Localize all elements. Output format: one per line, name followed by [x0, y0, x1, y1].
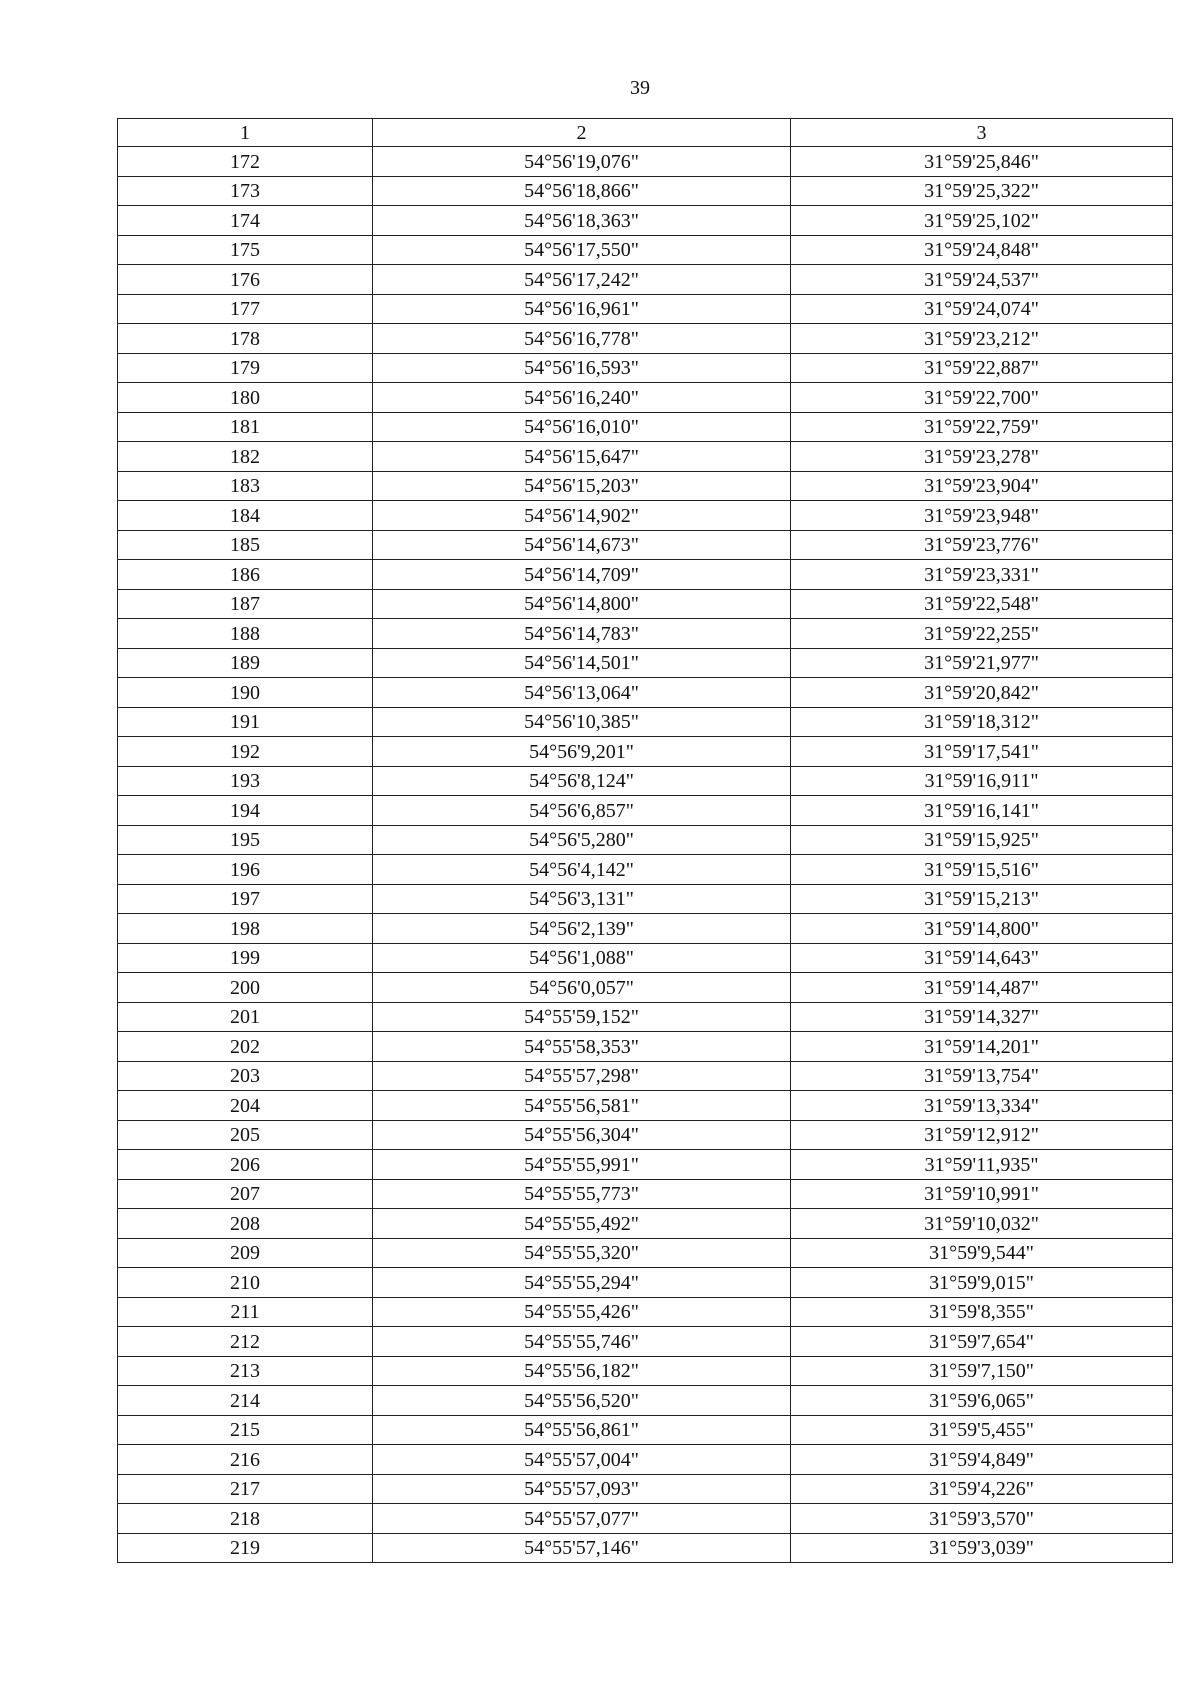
point-number-cell: 205	[118, 1120, 373, 1150]
longitude-cell: 31°59'9,544"	[791, 1238, 1173, 1268]
column-header-latitude: 2	[373, 119, 791, 147]
latitude-cell: 54°55'55,294"	[373, 1268, 791, 1298]
table-row	[118, 1474, 1173, 1504]
longitude-cell: 31°59'3,570"	[791, 1504, 1173, 1534]
table-row	[118, 619, 1173, 649]
point-number-cell: 217	[118, 1474, 373, 1504]
latitude-cell: 54°56'14,800"	[373, 589, 791, 619]
longitude-cell: 31°59'7,150"	[791, 1356, 1173, 1386]
latitude-cell: 54°56'17,242"	[373, 265, 791, 295]
longitude-cell: 31°59'9,015"	[791, 1268, 1173, 1298]
latitude-cell: 54°56'18,363"	[373, 206, 791, 236]
latitude-cell: 54°56'16,240"	[373, 383, 791, 413]
page-number: 39	[630, 77, 650, 99]
table-row	[118, 1120, 1173, 1150]
longitude-cell: 31°59'22,700"	[791, 383, 1173, 413]
longitude-cell: 31°59'22,887"	[791, 353, 1173, 383]
point-number-cell: 197	[118, 884, 373, 914]
table-body	[118, 147, 1173, 1563]
point-number-cell: 206	[118, 1150, 373, 1180]
longitude-cell: 31°59'11,935"	[791, 1150, 1173, 1180]
latitude-cell: 54°56'5,280"	[373, 825, 791, 855]
table-row	[118, 353, 1173, 383]
point-number-cell: 174	[118, 206, 373, 236]
table-row	[118, 1091, 1173, 1121]
table-row	[118, 442, 1173, 472]
table-row	[118, 1386, 1173, 1416]
latitude-cell: 54°55'55,746"	[373, 1327, 791, 1357]
table-row	[118, 1150, 1173, 1180]
point-number-cell: 193	[118, 766, 373, 796]
latitude-cell: 54°56'15,203"	[373, 471, 791, 501]
point-number-cell: 198	[118, 914, 373, 944]
longitude-cell: 31°59'23,904"	[791, 471, 1173, 501]
longitude-cell: 31°59'23,278"	[791, 442, 1173, 472]
latitude-cell: 54°56'9,201"	[373, 737, 791, 767]
longitude-cell: 31°59'7,654"	[791, 1327, 1173, 1357]
point-number-cell: 187	[118, 589, 373, 619]
point-number-cell: 181	[118, 412, 373, 442]
table-row	[118, 1445, 1173, 1475]
table-row	[118, 1002, 1173, 1032]
latitude-cell: 54°55'56,581"	[373, 1091, 791, 1121]
table-row	[118, 648, 1173, 678]
point-number-cell: 196	[118, 855, 373, 885]
point-number-cell: 210	[118, 1268, 373, 1298]
longitude-cell: 31°59'15,516"	[791, 855, 1173, 885]
latitude-cell: 54°56'18,866"	[373, 176, 791, 206]
point-number-cell: 188	[118, 619, 373, 649]
latitude-cell: 54°55'55,773"	[373, 1179, 791, 1209]
longitude-cell: 31°59'20,842"	[791, 678, 1173, 708]
point-number-cell: 194	[118, 796, 373, 826]
latitude-cell: 54°56'4,142"	[373, 855, 791, 885]
table-row	[118, 176, 1173, 206]
table-row	[118, 1209, 1173, 1239]
longitude-cell: 31°59'15,925"	[791, 825, 1173, 855]
table-row	[118, 235, 1173, 265]
table-row	[118, 825, 1173, 855]
point-number-cell: 203	[118, 1061, 373, 1091]
longitude-cell: 31°59'17,541"	[791, 737, 1173, 767]
longitude-cell: 31°59'14,201"	[791, 1032, 1173, 1062]
latitude-cell: 54°56'16,961"	[373, 294, 791, 324]
point-number-cell: 213	[118, 1356, 373, 1386]
latitude-cell: 54°56'13,064"	[373, 678, 791, 708]
table-row	[118, 1327, 1173, 1357]
latitude-cell: 54°56'16,593"	[373, 353, 791, 383]
point-number-cell: 216	[118, 1445, 373, 1475]
longitude-cell: 31°59'22,548"	[791, 589, 1173, 619]
latitude-cell: 54°56'14,783"	[373, 619, 791, 649]
latitude-cell: 54°55'59,152"	[373, 1002, 791, 1032]
table-row	[118, 796, 1173, 826]
longitude-cell: 31°59'24,848"	[791, 235, 1173, 265]
table-row	[118, 324, 1173, 354]
table-row	[118, 1297, 1173, 1327]
longitude-cell: 31°59'13,334"	[791, 1091, 1173, 1121]
table-row	[118, 1504, 1173, 1534]
point-number-cell: 172	[118, 147, 373, 177]
latitude-cell: 54°56'17,550"	[373, 235, 791, 265]
point-number-cell: 215	[118, 1415, 373, 1445]
longitude-cell: 31°59'14,800"	[791, 914, 1173, 944]
table-row	[118, 737, 1173, 767]
point-number-cell: 177	[118, 294, 373, 324]
latitude-cell: 54°56'8,124"	[373, 766, 791, 796]
point-number-cell: 211	[118, 1297, 373, 1327]
latitude-cell: 54°56'16,778"	[373, 324, 791, 354]
header-row	[118, 119, 1173, 147]
table-row	[118, 678, 1173, 708]
point-number-cell: 214	[118, 1386, 373, 1416]
latitude-cell: 54°55'56,520"	[373, 1386, 791, 1416]
latitude-cell: 54°56'14,902"	[373, 501, 791, 531]
latitude-cell: 54°56'19,076"	[373, 147, 791, 177]
longitude-cell: 31°59'24,074"	[791, 294, 1173, 324]
latitude-cell: 54°56'3,131"	[373, 884, 791, 914]
longitude-cell: 31°59'18,312"	[791, 707, 1173, 737]
longitude-cell: 31°59'23,212"	[791, 324, 1173, 354]
point-number-cell: 182	[118, 442, 373, 472]
point-number-cell: 184	[118, 501, 373, 531]
point-number-cell: 175	[118, 235, 373, 265]
longitude-cell: 31°59'21,977"	[791, 648, 1173, 678]
table-row	[118, 589, 1173, 619]
table-row	[118, 766, 1173, 796]
point-number-cell: 200	[118, 973, 373, 1003]
point-number-cell: 180	[118, 383, 373, 413]
longitude-cell: 31°59'4,849"	[791, 1445, 1173, 1475]
table-row	[118, 855, 1173, 885]
longitude-cell: 31°59'12,912"	[791, 1120, 1173, 1150]
latitude-cell: 54°56'6,857"	[373, 796, 791, 826]
point-number-cell: 212	[118, 1327, 373, 1357]
point-number-cell: 179	[118, 353, 373, 383]
latitude-cell: 54°56'15,647"	[373, 442, 791, 472]
point-number-cell: 192	[118, 737, 373, 767]
coordinates-table	[117, 118, 1173, 1563]
longitude-cell: 31°59'25,322"	[791, 176, 1173, 206]
latitude-cell: 54°56'10,385"	[373, 707, 791, 737]
longitude-cell: 31°59'23,331"	[791, 560, 1173, 590]
point-number-cell: 201	[118, 1002, 373, 1032]
point-number-cell: 204	[118, 1091, 373, 1121]
longitude-cell: 31°59'15,213"	[791, 884, 1173, 914]
column-header-point: 1	[118, 119, 373, 147]
table-row	[118, 501, 1173, 531]
latitude-cell: 54°55'57,004"	[373, 1445, 791, 1475]
point-number-cell: 199	[118, 943, 373, 973]
longitude-cell: 31°59'8,355"	[791, 1297, 1173, 1327]
latitude-cell: 54°55'56,182"	[373, 1356, 791, 1386]
table-row	[118, 1032, 1173, 1062]
longitude-cell: 31°59'5,455"	[791, 1415, 1173, 1445]
table-row	[118, 1268, 1173, 1298]
latitude-cell: 54°56'14,709"	[373, 560, 791, 590]
point-number-cell: 185	[118, 530, 373, 560]
table-row	[118, 943, 1173, 973]
point-number-cell: 208	[118, 1209, 373, 1239]
table-row	[118, 560, 1173, 590]
table-row	[118, 884, 1173, 914]
latitude-cell: 54°55'56,861"	[373, 1415, 791, 1445]
longitude-cell: 31°59'6,065"	[791, 1386, 1173, 1416]
table-row	[118, 1415, 1173, 1445]
longitude-cell: 31°59'24,537"	[791, 265, 1173, 295]
table-row	[118, 383, 1173, 413]
latitude-cell: 54°55'57,077"	[373, 1504, 791, 1534]
table-row	[118, 1356, 1173, 1386]
latitude-cell: 54°55'57,093"	[373, 1474, 791, 1504]
latitude-cell: 54°55'57,146"	[373, 1533, 791, 1563]
longitude-cell: 31°59'14,487"	[791, 973, 1173, 1003]
table-row	[118, 412, 1173, 442]
longitude-cell: 31°59'23,776"	[791, 530, 1173, 560]
longitude-cell: 31°59'25,846"	[791, 147, 1173, 177]
table-row	[118, 1061, 1173, 1091]
table-row	[118, 1533, 1173, 1563]
point-number-cell: 207	[118, 1179, 373, 1209]
point-number-cell: 219	[118, 1533, 373, 1563]
longitude-cell: 31°59'25,102"	[791, 206, 1173, 236]
longitude-cell: 31°59'14,643"	[791, 943, 1173, 973]
latitude-cell: 54°55'56,304"	[373, 1120, 791, 1150]
point-number-cell: 189	[118, 648, 373, 678]
latitude-cell: 54°55'55,320"	[373, 1238, 791, 1268]
column-header-longitude: 3	[791, 119, 1173, 147]
latitude-cell: 54°55'55,492"	[373, 1209, 791, 1239]
longitude-cell: 31°59'13,754"	[791, 1061, 1173, 1091]
longitude-cell: 31°59'23,948"	[791, 501, 1173, 531]
latitude-cell: 54°55'58,353"	[373, 1032, 791, 1062]
point-number-cell: 183	[118, 471, 373, 501]
point-number-cell: 190	[118, 678, 373, 708]
latitude-cell: 54°55'55,426"	[373, 1297, 791, 1327]
point-number-cell: 218	[118, 1504, 373, 1534]
latitude-cell: 54°56'2,139"	[373, 914, 791, 944]
table-row	[118, 206, 1173, 236]
longitude-cell: 31°59'22,255"	[791, 619, 1173, 649]
latitude-cell: 54°55'57,298"	[373, 1061, 791, 1091]
table-header	[118, 119, 1173, 147]
longitude-cell: 31°59'22,759"	[791, 412, 1173, 442]
longitude-cell: 31°59'14,327"	[791, 1002, 1173, 1032]
table-row	[118, 530, 1173, 560]
point-number-cell: 178	[118, 324, 373, 354]
point-number-cell: 173	[118, 176, 373, 206]
longitude-cell: 31°59'16,911"	[791, 766, 1173, 796]
point-number-cell: 195	[118, 825, 373, 855]
longitude-cell: 31°59'4,226"	[791, 1474, 1173, 1504]
latitude-cell: 54°56'1,088"	[373, 943, 791, 973]
latitude-cell: 54°56'16,010"	[373, 412, 791, 442]
table-row	[118, 147, 1173, 177]
point-number-cell: 209	[118, 1238, 373, 1268]
table-row	[118, 471, 1173, 501]
longitude-cell: 31°59'10,991"	[791, 1179, 1173, 1209]
longitude-cell: 31°59'10,032"	[791, 1209, 1173, 1239]
latitude-cell: 54°56'14,501"	[373, 648, 791, 678]
longitude-cell: 31°59'3,039"	[791, 1533, 1173, 1563]
point-number-cell: 176	[118, 265, 373, 295]
latitude-cell: 54°55'55,991"	[373, 1150, 791, 1180]
point-number-cell: 186	[118, 560, 373, 590]
latitude-cell: 54°56'0,057"	[373, 973, 791, 1003]
latitude-cell: 54°56'14,673"	[373, 530, 791, 560]
table-row	[118, 294, 1173, 324]
point-number-cell: 191	[118, 707, 373, 737]
table-row	[118, 1238, 1173, 1268]
point-number-cell: 202	[118, 1032, 373, 1062]
table-row	[118, 973, 1173, 1003]
table-row	[118, 265, 1173, 295]
longitude-cell: 31°59'16,141"	[791, 796, 1173, 826]
table-row	[118, 914, 1173, 944]
table-row	[118, 1179, 1173, 1209]
table-row	[118, 707, 1173, 737]
